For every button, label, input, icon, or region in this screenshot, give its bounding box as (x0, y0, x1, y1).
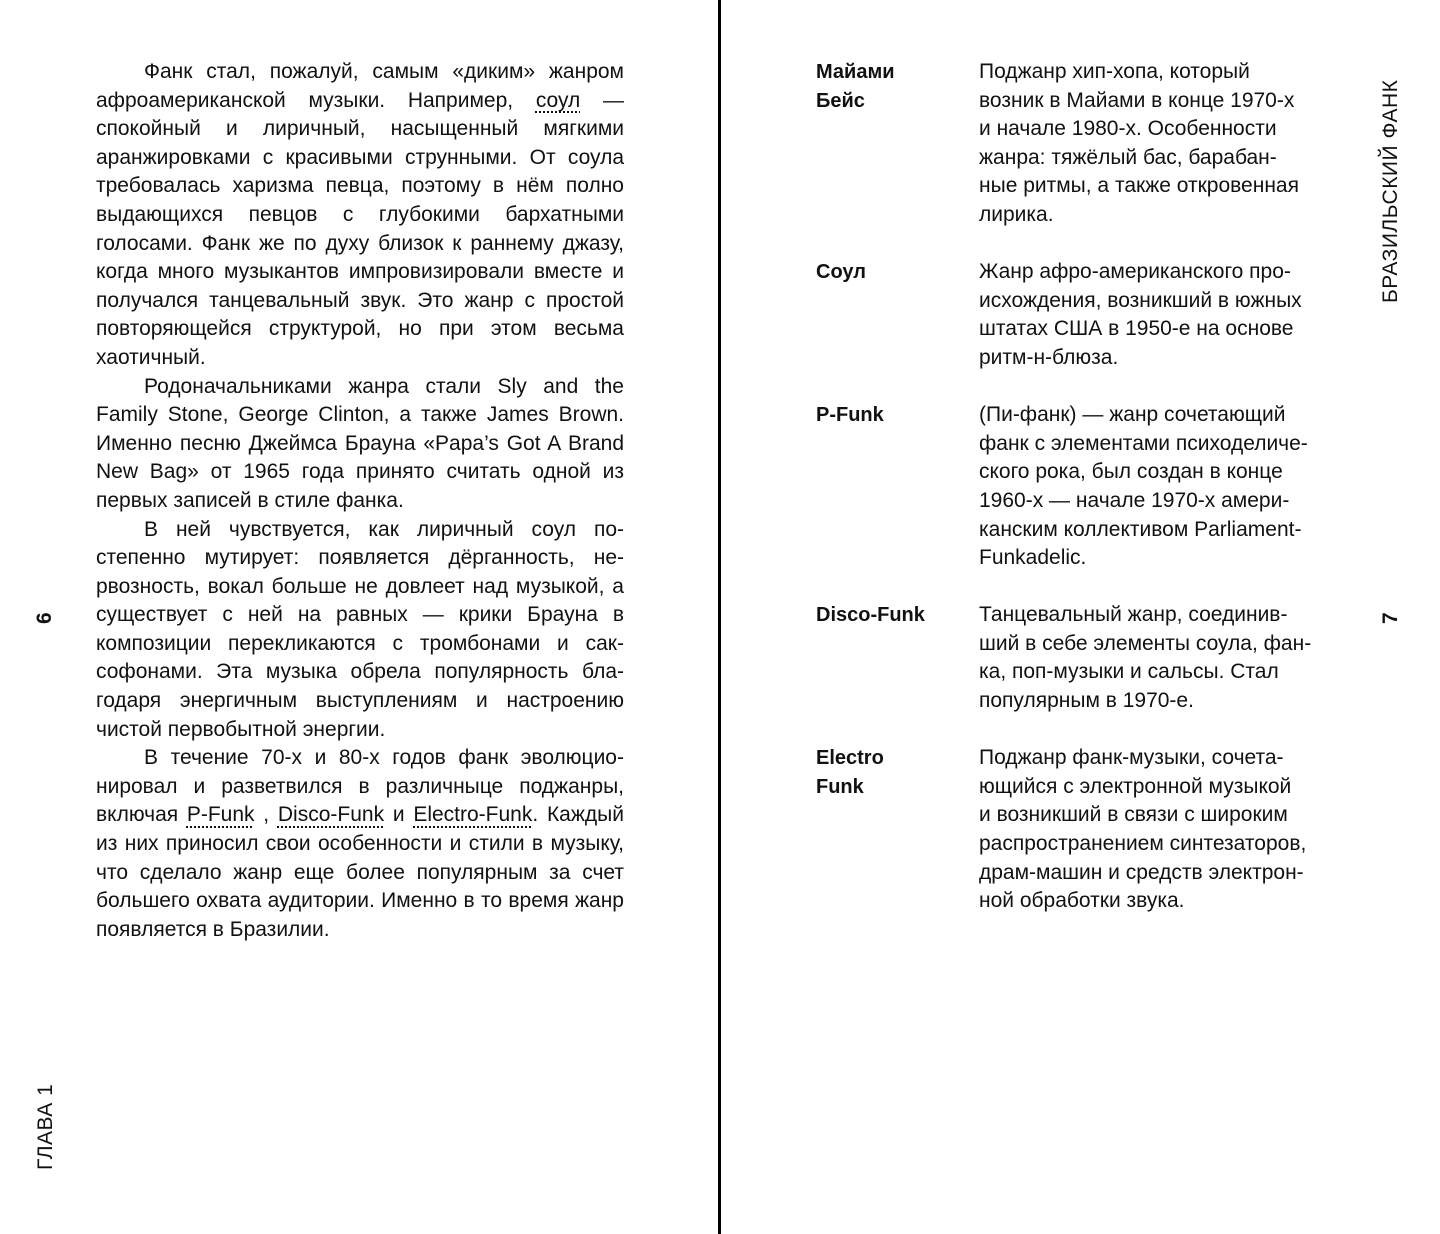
glossary-link-disco-funk[interactable]: Disco-Funk (277, 803, 385, 827)
glossary-term (816, 744, 979, 916)
definition-line: Funkadelic. (979, 546, 1087, 570)
term-line: Соул (816, 261, 866, 284)
definition-line: канским коллективом Parliament- (979, 517, 1302, 541)
definition-line: ные ритмы, а также откровенная (979, 174, 1299, 198)
term-line: Бейс (816, 89, 865, 112)
glossary-definition (979, 58, 1349, 230)
paragraph-text: . Каждый из них приносил свои особенности и стили в музыку, что сделало жанр еще более популярным за счет большего охвата аудитории. Именно в то время жанр появляется в Бразилии. (96, 803, 624, 941)
running-head-book-title: БРАЗИЛЬСКИЙ ФАНК (1379, 79, 1402, 303)
paragraph-4 (96, 744, 624, 944)
paragraph-1 (96, 58, 624, 373)
term-line: Funk (816, 775, 864, 798)
definition-line: популярным в 1970-е. (979, 689, 1194, 713)
left-page (0, 0, 718, 1234)
term-line: P-Funk (816, 404, 884, 427)
definition-line: ющийся с электронной музыкой (979, 774, 1292, 798)
definition-line: Поджанр фанк-музыки, сочета- (979, 746, 1284, 770)
definition-line: драм-машин и средств электрон- (979, 860, 1304, 884)
term-line: Disco-Funk (816, 604, 925, 627)
paragraph-2: Родоначальниками жанра стали Sly and the Family Stone, George Clinton, а также James Brown. Именно песню Джеймса Брауна «Papa’s Got A Brand New Bag» от 1965 года принято считать одной из первых записей в стиле фанка. (96, 374, 624, 512)
definition-line: фанк с элементами психоделиче- (979, 431, 1308, 455)
glossary-entry-p-funk (816, 401, 1356, 573)
glossary-definition (979, 601, 1349, 715)
definition-line: лирика. (979, 202, 1054, 226)
separator: и (384, 803, 414, 827)
definition-line: и возникший в связи с широким (979, 803, 1288, 827)
glossary-entry-miami-bass (816, 58, 1356, 230)
definition-line: возник в Майами в конце 1970-х (979, 88, 1295, 112)
glossary-entry-disco-funk (816, 601, 1356, 715)
definition-line: исхождения, возникший в южных (979, 288, 1302, 312)
glossary-link-soul[interactable]: соул (535, 88, 581, 112)
paragraph-text: В течение 70-х и 80-х годов фанк эволюционировал и разветвился в различныце поджанры, включая (96, 746, 624, 827)
definition-line: распространением синтезаторов, (979, 832, 1307, 856)
paragraph-3: В ней чувствуется, как лиричный соул постепенно мутирует: появляется дёрганность, нервозность, вокал больше не довлеет над музыкой, а существует с ней на равных — крики Брауна в композиции перекликаются с тромбонами и саксофонами. Эта музыка обрела популярность благодаря энергичным выступлениям и настроению чистой первобытной энергии. (96, 517, 624, 741)
glossary-link-p-funk[interactable]: P-Funk (186, 803, 255, 827)
glossary-term (816, 58, 979, 230)
page-number-right: 7 (1379, 611, 1402, 624)
definition-line: (Пи-фанк) — жанр сочетающий (979, 403, 1286, 427)
definition-line: Поджанр хип-хопа, который (979, 60, 1250, 83)
term-line: Майами (816, 61, 895, 83)
separator: , (254, 803, 278, 827)
definition-line: жанра: тяжёлый бас, барабан- (979, 145, 1277, 169)
definition-line: ка, поп-музыки и сальсы. Стал (979, 660, 1279, 684)
definition-line: Жанр афро-американского про- (979, 260, 1291, 284)
glossary-term (816, 401, 979, 573)
glossary-link-electro-funk[interactable]: Electro-Funk (413, 803, 533, 827)
glossary-entry-electro-funk (816, 744, 1356, 916)
definition-line: ной обработки звука. (979, 889, 1185, 913)
glossary (816, 58, 1356, 944)
glossary-definition (979, 258, 1349, 372)
paragraph-text: Фанк стал, пожалуй, самым «диким» жанром афроамериканской музыки. Например, (96, 60, 624, 112)
page-number-left: 6 (33, 611, 56, 624)
glossary-definition (979, 401, 1349, 573)
definition-line: 1960-х — начале 1970-х амери- (979, 488, 1290, 512)
glossary-definition (979, 744, 1349, 916)
body-text (96, 58, 624, 944)
glossary-entry-soul (816, 258, 1356, 372)
glossary-term (816, 258, 979, 372)
definition-line: Танцевальный жанр, соединив- (979, 603, 1288, 627)
term-line: Electro (816, 747, 884, 770)
glossary-term (816, 601, 979, 715)
definition-line: ского рока, был создан в конце (979, 460, 1283, 484)
running-head-chapter: ГЛАВА 1 (34, 1083, 57, 1170)
definition-line: и начале 1980-х. Особенности (979, 117, 1277, 141)
definition-line: ритм-н-блюза. (979, 345, 1119, 369)
paragraph-text: — спокойный и лиричный, насыщенный мягкими аранжировками с красивыми струнными. От соула требовалась харизма певца, поэтому в нём полно выдающихся певцов с глубокими бархатными голосами. Фанк же по духу близок к раннему джазу, когда много музыкантов импровизировали вместе и получался танцевальный звук. Это жанр с простой повторяющейся структурой, но при этом весьма хаотичный. (96, 88, 625, 369)
definition-line: ший в себе элементы соула, фан- (979, 631, 1312, 655)
definition-line: штатах США в 1950-е на основе (979, 317, 1294, 341)
